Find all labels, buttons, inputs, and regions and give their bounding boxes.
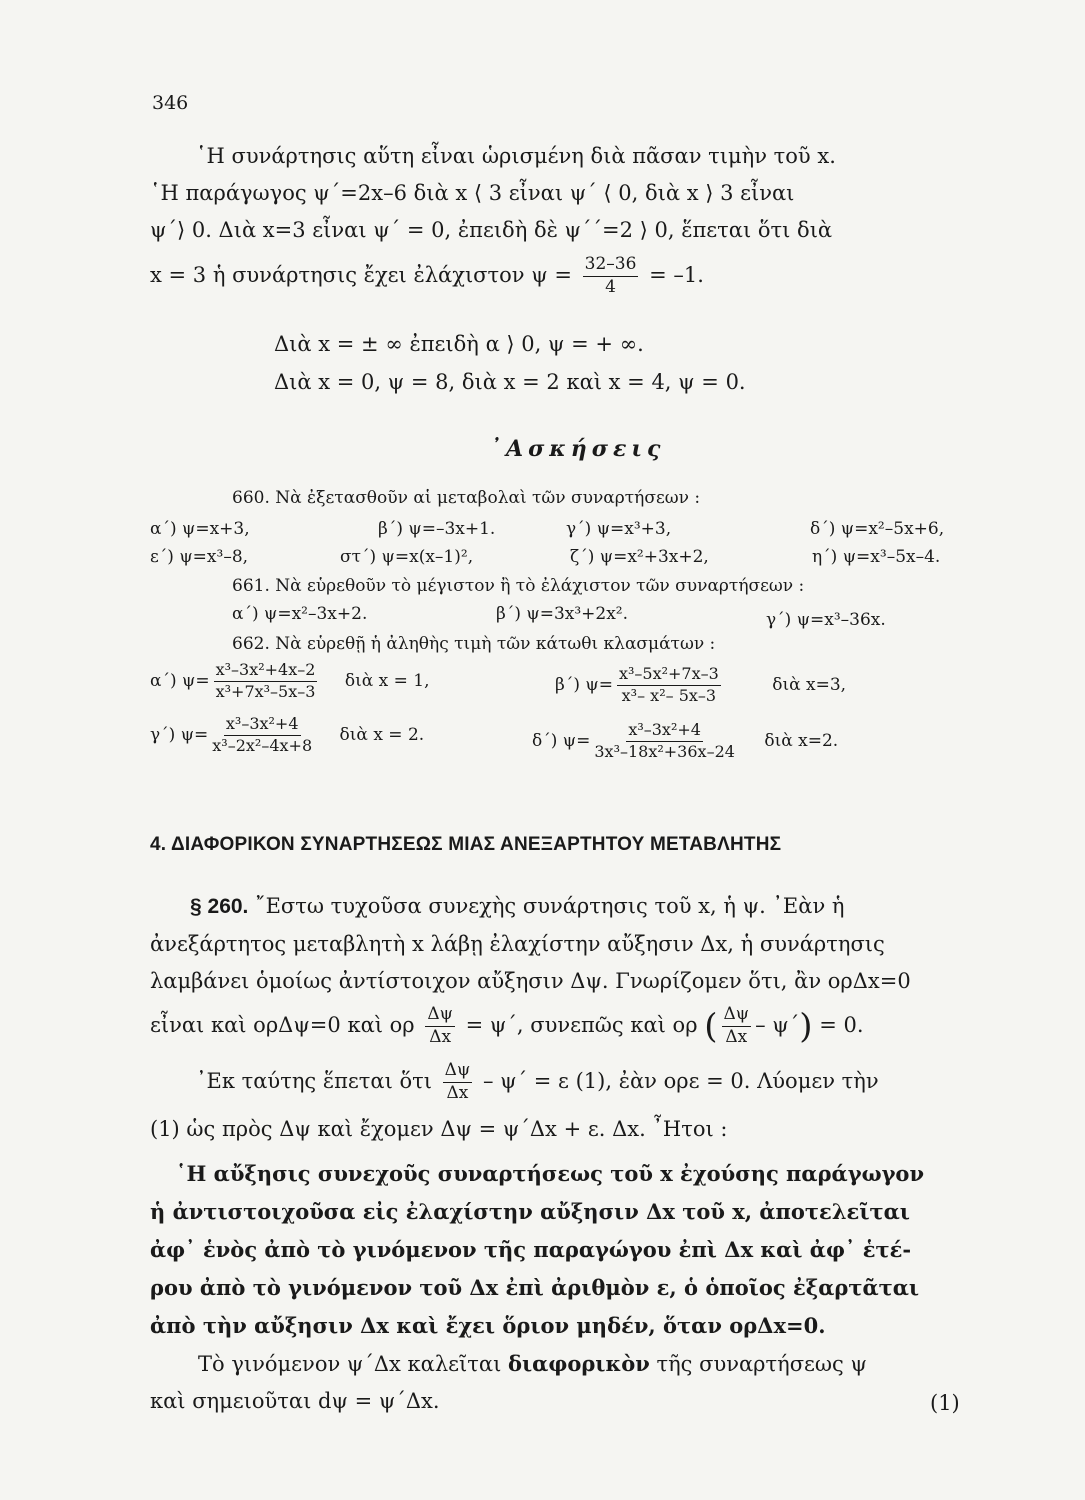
intro-line-1: ῾Η συνάρτησις αὕτη εἶναι ὡρισμένη διὰ πᾶσαν τιμὴν τοῦ x. xyxy=(196,144,836,168)
delta-fraction xyxy=(425,1006,455,1047)
fraction-denominator: x³–2x²–4x+8 xyxy=(212,735,313,755)
fraction-denominator: 4 xyxy=(605,276,616,297)
intro-line-6: Διὰ x = 0, ψ = 8, διὰ x = 2 καὶ x = 4, ψ = 0. xyxy=(274,370,746,394)
section-line-4-mid: = ψ΄, συνεπῶς καὶ ορ xyxy=(465,1012,698,1037)
equation-number: (1) xyxy=(930,1391,960,1415)
fraction-numerator: x³–3x²+4 xyxy=(224,716,301,736)
section-line-4-text: εἶναι καὶ ορΔψ=0 καὶ ορ xyxy=(150,1012,415,1037)
theorem-line-3: ἀφ᾿ ἑνὸς ἀπὸ τὸ γινόμενον τῆς παραγώγου ἐπὶ Δx καὶ ἀφ᾿ ἑτέ- xyxy=(150,1237,912,1262)
fraction-numerator: Δψ xyxy=(722,1006,752,1027)
section-line-4 xyxy=(150,1006,864,1047)
theorem-line-1: ῾Η αὔξησις συνεχοῦς συναρτήσεως τοῦ x ἐχούσης παράγωγον xyxy=(176,1161,925,1186)
exercise-662-b-fraction xyxy=(617,666,721,705)
exercises-heading: ᾿Ασκήσεις xyxy=(490,436,666,462)
intro-line-4 xyxy=(150,256,704,297)
fraction-denominator: x³+7x³–5x–3 xyxy=(215,681,316,701)
definition-term: διαφορικὸν xyxy=(508,1351,650,1376)
exercise-662-b-condition: διὰ x=3, xyxy=(772,674,847,695)
section-line-5 xyxy=(196,1062,879,1103)
intro-line-4-result: = –1. xyxy=(649,262,704,287)
fraction-numerator: Δψ xyxy=(425,1006,455,1027)
section-line-2: ἀνεξάρτητος μεταβλητὴ x λάβῃ ἐλαχίστην αὔξησιν Δx, ἡ συνάρτησις xyxy=(150,932,885,956)
definition-formula: καὶ σημειοῦται dψ = ψ΄Δx. xyxy=(150,1389,440,1413)
intro-line-2: ῾Η παράγωγος ψ΄=2x–6 διὰ x ⟨ 3 εἶναι ψ΄ ⟨ 0, διὰ x ⟩ 3 εἶναι xyxy=(150,181,795,205)
exercise-662-d-fraction xyxy=(594,722,735,761)
fraction-numerator: x³–3x²+4 xyxy=(626,722,703,742)
section-line-1-text: ῎Εστω τυχοῦσα συνεχὴς συνάρτησις τοῦ x, ἡ ψ. ᾿Εὰν ἡ xyxy=(255,894,845,918)
exercise-660-a: α΄) ψ=x+3, xyxy=(150,519,250,539)
fraction-denominator: 3x³–18x²+36x–24 xyxy=(594,741,735,761)
fraction-numerator: x³–3x²+4x–2 xyxy=(214,662,318,682)
fraction-numerator: x³–5x²+7x–3 xyxy=(617,666,721,686)
section-line-4-minus: – ψ΄ xyxy=(755,1012,800,1037)
fraction-denominator: Δx xyxy=(429,1026,452,1047)
exercise-660-g: ζ΄) ψ=x²+3x+2, xyxy=(570,547,709,567)
left-paren: ( xyxy=(704,1006,718,1047)
intro-line-3: ψ΄⟩ 0. Διὰ x=3 εἶναι ψ΄ = 0, ἐπειδὴ δὲ ψ΄΄=2 ⟩ 0, ἕπεται ὅτι διὰ xyxy=(150,218,833,242)
exercise-661-c: γ΄) ψ=x³–36x. xyxy=(766,610,886,630)
minimum-fraction xyxy=(583,256,639,297)
exercise-660-d: δ΄) ψ=x²–5x+6, xyxy=(810,519,945,539)
exercise-662: 662. Νὰ εὑρεθῇ ἡ ἀληθὴς τιμὴ τῶν κάτωθι κλασμάτων : xyxy=(232,634,716,654)
section-line-3: λαμβάνει ὁμοίως ἀντίστοιχον αὔξησιν Δψ. Γνωρίζομεν ὅτι, ἂν ορΔx=0 xyxy=(150,969,911,993)
exercise-660-e: ε΄) ψ=x³–8, xyxy=(150,547,249,567)
section-line-5-text: ᾿Εκ ταύτης ἕπεται ὅτι xyxy=(196,1068,432,1093)
exercise-660: 660. Νὰ ἐξετασθοῦν αἱ μεταβολαὶ τῶν συναρτήσεων : xyxy=(232,488,701,508)
definition-text-a: Τὸ γινόμενον ψ΄Δx καλεῖται xyxy=(198,1352,502,1376)
exercise-660-c: γ΄) ψ=x³+3, xyxy=(566,519,672,539)
exercise-662-a xyxy=(150,662,430,701)
theorem-line-5: ἀπὸ τὴν αὔξησιν Δx καὶ ἔχει ὅριον μηδέν, ὅταν ορΔx=0. xyxy=(150,1313,826,1338)
exercise-662-c xyxy=(150,716,424,755)
fraction-denominator: x³– x²– 5x–3 xyxy=(621,685,717,705)
theorem-line-4: ρου ἀπὸ τὸ γινόμενον τοῦ Δx ἐπὶ ἀριθμὸν ε, ὁ ὁποῖος ἐξαρτᾶται xyxy=(150,1275,920,1300)
page-number: 346 xyxy=(152,92,189,114)
exercise-660-h: η΄) ψ=x³–5x–4. xyxy=(812,547,941,567)
exercise-662-c-label: γ΄) ψ= xyxy=(150,724,209,745)
section-title: 4. ΔΙΑΦΟΡΙΚΟΝ ΣΥΝΑΡΤΗΣΕΩΣ ΜΙΑΣ ΑΝΕΞΑΡΤΗΤΟΥ ΜΕΤΑΒΛΗΤΗΣ xyxy=(150,834,782,855)
exercise-662-d-condition: διὰ x=2. xyxy=(764,730,839,751)
exercise-660-b: β΄) ψ=–3x+1. xyxy=(378,519,496,539)
intro-line-5: Διὰ x = ± ∞ ἐπειδὴ α ⟩ 0, ψ = + ∞. xyxy=(274,332,644,356)
exercise-661: 661. Νὰ εὑρεθοῦν τὸ μέγιστον ἢ τὸ ἐλάχιστον τῶν συναρτήσεων : xyxy=(232,576,805,596)
exercise-660-f: στ΄) ψ=x(x–1)², xyxy=(340,547,474,567)
exercise-662-a-condition: διὰ x = 1, xyxy=(344,670,430,691)
exercise-662-a-label: α΄) ψ= xyxy=(150,670,210,691)
section-line-4-end: = 0. xyxy=(819,1012,864,1037)
fraction-denominator: Δx xyxy=(725,1026,748,1047)
exercise-662-d xyxy=(532,722,838,761)
definition-line-2 xyxy=(150,1389,440,1413)
delta-fraction-2 xyxy=(722,1006,752,1047)
section-line-1 xyxy=(190,894,844,919)
exercise-662-c-fraction xyxy=(212,716,312,755)
paragraph-mark: § 260. xyxy=(190,895,249,918)
section-line-6: (1) ὡς πρὸς Δψ καὶ ἔχομεν Δψ = ψ΄Δx + ε. Δx. ῏Ητοι : xyxy=(150,1117,728,1141)
right-paren: ) xyxy=(799,1006,813,1047)
exercise-662-a-fraction xyxy=(214,662,318,701)
exercise-662-b-label: β΄) ψ= xyxy=(555,674,613,695)
section-line-5-end: – ψ΄ = ε (1), ἐὰν ορε = 0. Λύομεν τὴν xyxy=(482,1068,879,1093)
exercise-662-c-condition: διὰ x = 2. xyxy=(339,724,425,745)
exercise-662-b xyxy=(555,666,846,705)
exercise-662-d-label: δ΄) ψ= xyxy=(532,730,591,751)
intro-line-4-text: x = 3 ἡ συνάρτησις ἔχει ἐλάχιστον ψ = xyxy=(150,262,572,287)
delta-fraction-3 xyxy=(443,1062,473,1103)
definition-line-1 xyxy=(198,1351,867,1376)
exercise-661-b: β΄) ψ=3x³+2x². xyxy=(496,604,629,624)
theorem-line-2: ἡ ἀντιστοιχοῦσα εἰς ἐλαχίστην αὔξησιν Δx τοῦ x, ἀποτελεῖται xyxy=(150,1199,910,1224)
exercise-661-a: α΄) ψ=x²–3x+2. xyxy=(232,604,368,624)
definition-text-c: τῆς συναρτήσεως ψ xyxy=(656,1352,867,1376)
fraction-numerator: Δψ xyxy=(443,1062,473,1083)
fraction-numerator: 32–36 xyxy=(583,256,639,277)
fraction-denominator: Δx xyxy=(446,1082,469,1103)
